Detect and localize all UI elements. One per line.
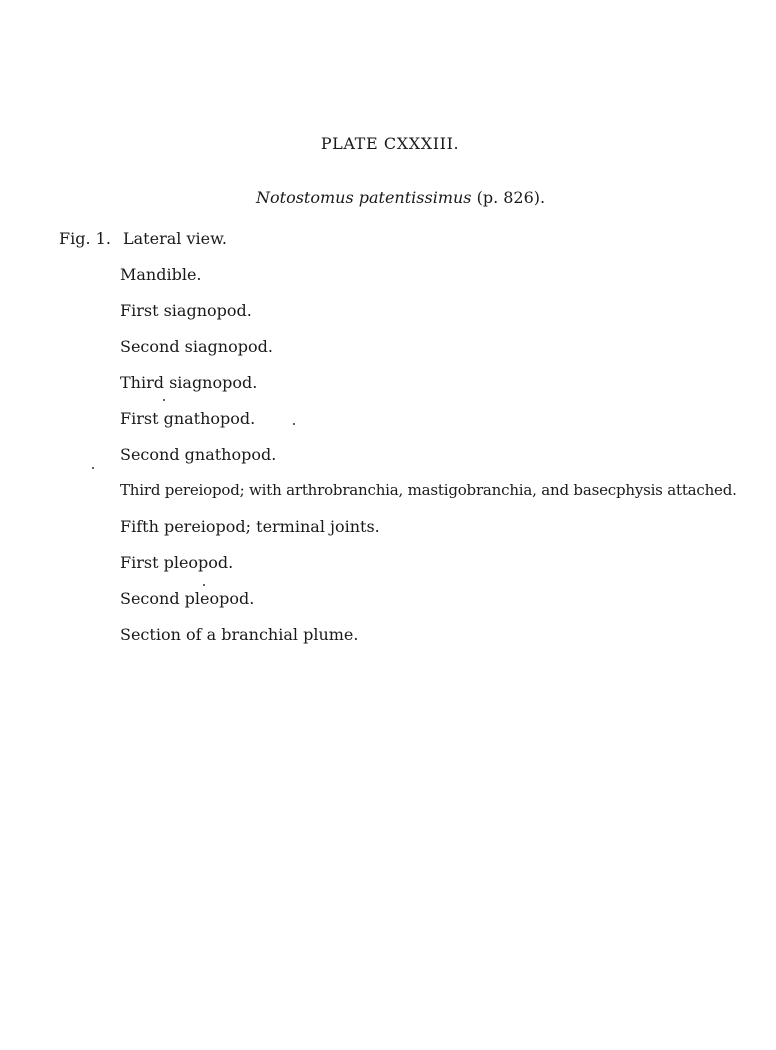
plate-title: [0, 134, 776, 153]
figure-label: Fig. 1.: [59, 229, 111, 248]
plate-title-text: PLATE CXXXIII.: [320, 134, 460, 153]
item-description: First siagnopod.: [120, 301, 252, 320]
item-description: Mandible.: [120, 265, 202, 284]
species-name: Notostomus patentissimus: [256, 188, 472, 207]
item-description: Third pereiopod; with arthrobranchia, mastigobranchia, and basecphysis attached.: [120, 481, 737, 499]
figure-description: Lateral view.: [123, 229, 227, 248]
plate-subtitle: [256, 188, 545, 207]
page-reference: (p. 826).: [476, 188, 546, 207]
figure-line: [59, 229, 227, 248]
scan-speck: [163, 399, 165, 401]
item-description: First pleopod.: [120, 553, 234, 572]
scan-speck: [293, 423, 295, 425]
item-description: Second gnathopod.: [120, 445, 277, 464]
item-description: Fifth pereiopod; terminal joints.: [120, 517, 380, 536]
scan-speck: [92, 467, 94, 469]
item-description: Second pleopod.: [120, 589, 255, 608]
item-description: Third siagnopod.: [120, 373, 258, 392]
item-description: Section of a branchial plume.: [120, 625, 359, 644]
item-description: Second siagnopod.: [120, 337, 273, 356]
item-description: First gnathopod.: [120, 409, 256, 428]
scan-speck: [203, 584, 205, 586]
